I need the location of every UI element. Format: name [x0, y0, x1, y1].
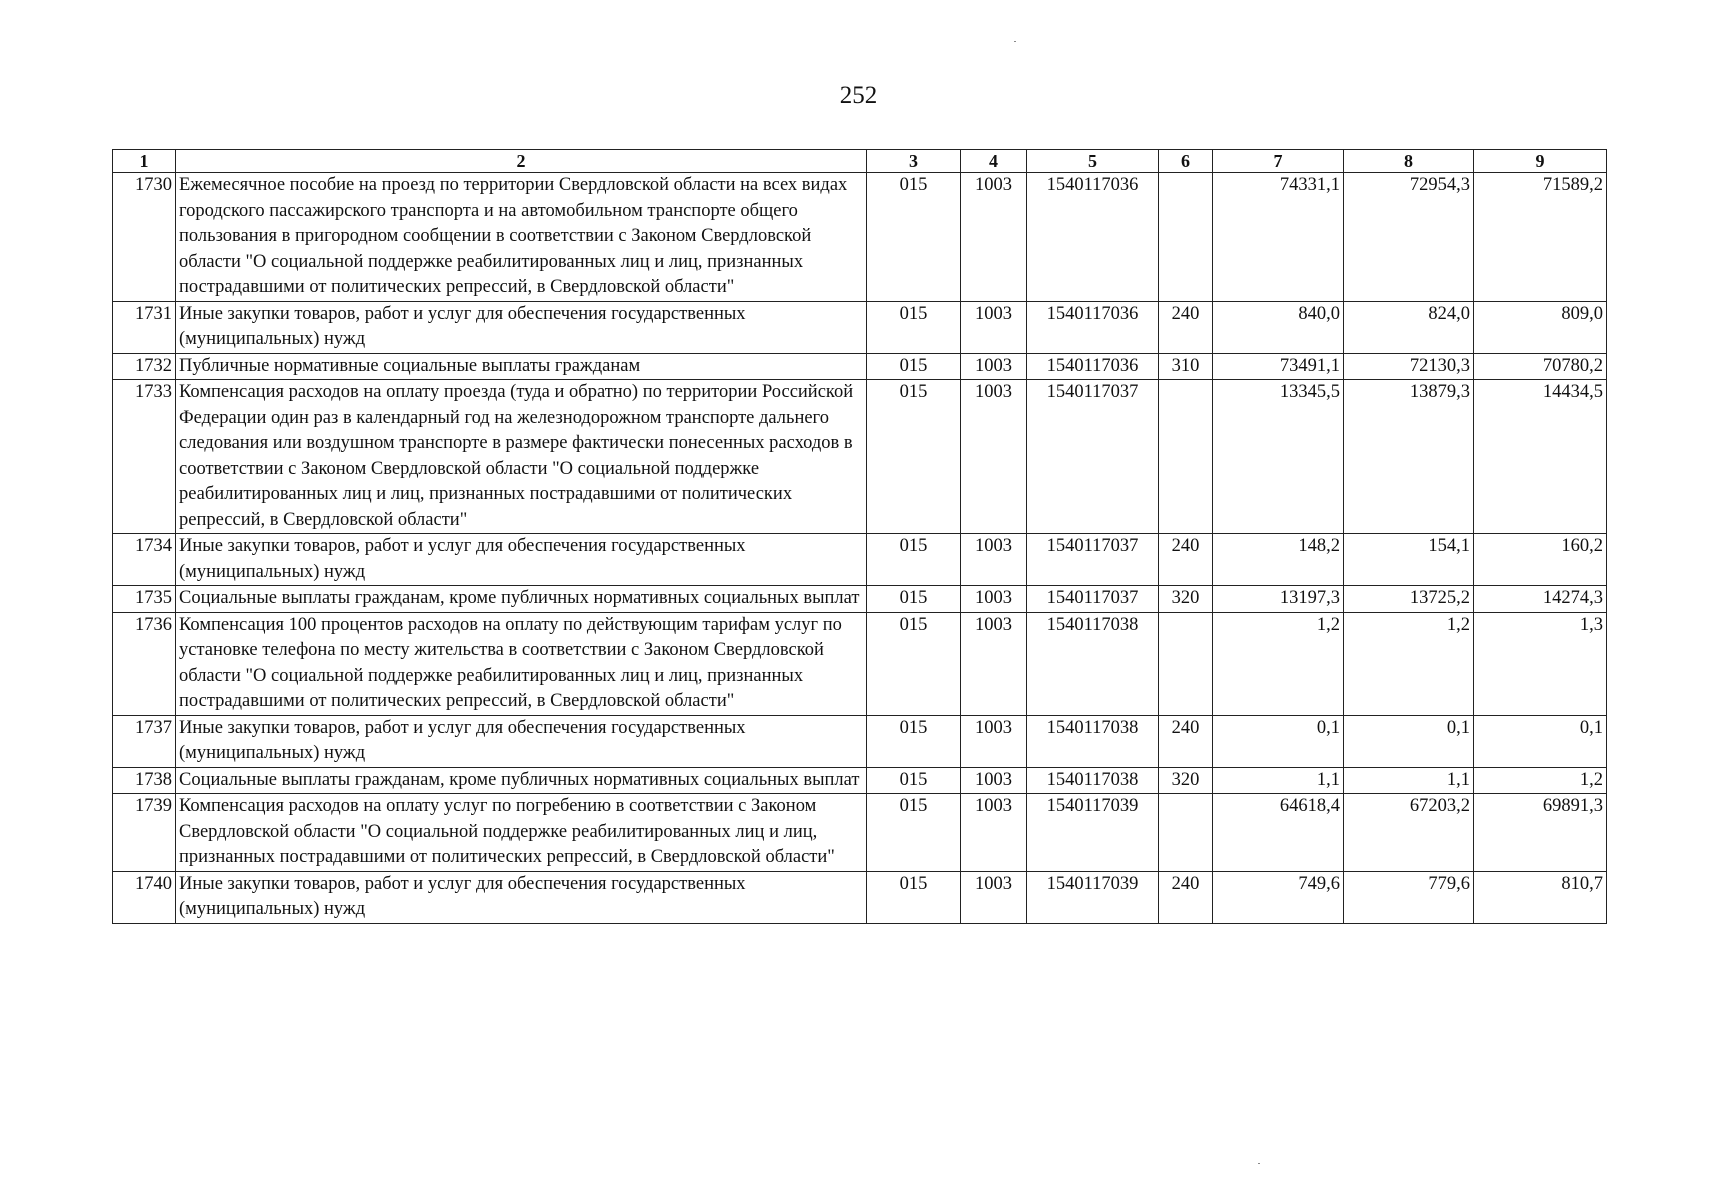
cell-col8: 154,1	[1344, 534, 1474, 586]
cell-col4: 1003	[961, 586, 1027, 613]
cell-col3: 015	[867, 534, 961, 586]
cell-col6: 240	[1159, 534, 1213, 586]
row-description: Иные закупки товаров, работ и услуг для обеспечения государственных (муниципальных) нужд	[176, 715, 867, 767]
row-description: Социальные выплаты гражданам, кроме публичных нормативных социальных выплат	[176, 586, 867, 613]
cell-col8: 779,6	[1344, 871, 1474, 923]
row-number: 1735	[113, 586, 176, 613]
cell-col8: 824,0	[1344, 301, 1474, 353]
row-description: Ежемесячное пособие на проезд по территории Свердловской области на всех видах городского пассажирского транспорта и на автомобильном транспорте общего пользования в пригородном сообщении в соответствии с Законом Свердловской области "О социальной поддержке реабилитированных лиц и лиц, признанных пострадавшими от политических репрессий, в Свердловской области"	[176, 173, 867, 302]
cell-col3: 015	[867, 794, 961, 872]
scan-speck	[1258, 1163, 1260, 1164]
cell-col7: 1,1	[1213, 767, 1344, 794]
cell-col4: 1003	[961, 794, 1027, 872]
row-description: Иные закупки товаров, работ и услуг для обеспечения государственных (муниципальных) нужд	[176, 871, 867, 923]
row-description: Компенсация 100 процентов расходов на оплату по действующим тарифам услуг по установке телефона по месту жительства в соответствии с Законом Свердловской области "О социальной поддержке реабилитированных лиц и лиц, признанных пострадавшими от политических репрессий, в Свердловской области"	[176, 612, 867, 715]
cell-col5: 1540117038	[1027, 767, 1159, 794]
cell-col9: 1,2	[1474, 767, 1607, 794]
header-cell-7: 7	[1213, 150, 1344, 173]
cell-col8: 1,2	[1344, 612, 1474, 715]
cell-col5: 1540117038	[1027, 715, 1159, 767]
header-cell-5: 5	[1027, 150, 1159, 173]
cell-col5: 1540117037	[1027, 586, 1159, 613]
row-description: Публичные нормативные социальные выплаты гражданам	[176, 353, 867, 380]
row-description: Иные закупки товаров, работ и услуг для обеспечения государственных (муниципальных) нужд	[176, 534, 867, 586]
row-number: 1730	[113, 173, 176, 302]
cell-col6: 320	[1159, 767, 1213, 794]
cell-col5: 1540117039	[1027, 871, 1159, 923]
cell-col8: 13879,3	[1344, 380, 1474, 534]
cell-col7: 73491,1	[1213, 353, 1344, 380]
table-row	[113, 871, 1607, 923]
cell-col5: 1540117038	[1027, 612, 1159, 715]
cell-col6: 240	[1159, 871, 1213, 923]
row-number: 1734	[113, 534, 176, 586]
cell-col9: 1,3	[1474, 612, 1607, 715]
table-row	[113, 301, 1607, 353]
cell-col3: 015	[867, 353, 961, 380]
table-row	[113, 534, 1607, 586]
row-number: 1739	[113, 794, 176, 872]
table-header	[113, 150, 1607, 173]
header-cell-3: 3	[867, 150, 961, 173]
cell-col7: 13345,5	[1213, 380, 1344, 534]
cell-col3: 015	[867, 380, 961, 534]
row-description: Компенсация расходов на оплату услуг по погребению в соответствии с Законом Свердловской области "О социальной поддержке реабилитированных лиц и лиц, признанных пострадавшими от политических репрессий, в Свердловской области"	[176, 794, 867, 872]
cell-col6: 240	[1159, 715, 1213, 767]
cell-col6	[1159, 380, 1213, 534]
cell-col3: 015	[867, 715, 961, 767]
table-row	[113, 380, 1607, 534]
table-row	[113, 767, 1607, 794]
cell-col9: 71589,2	[1474, 173, 1607, 302]
cell-col6	[1159, 612, 1213, 715]
row-description: Иные закупки товаров, работ и услуг для обеспечения государственных (муниципальных) нужд	[176, 301, 867, 353]
table-row	[113, 173, 1607, 302]
cell-col4: 1003	[961, 173, 1027, 302]
cell-col4: 1003	[961, 301, 1027, 353]
table-row	[113, 794, 1607, 872]
cell-col3: 015	[867, 173, 961, 302]
cell-col4: 1003	[961, 715, 1027, 767]
cell-col3: 015	[867, 871, 961, 923]
cell-col9: 14434,5	[1474, 380, 1607, 534]
cell-col7: 1,2	[1213, 612, 1344, 715]
cell-col5: 1540117036	[1027, 173, 1159, 302]
row-number: 1738	[113, 767, 176, 794]
row-description: Социальные выплаты гражданам, кроме публичных нормативных социальных выплат	[176, 767, 867, 794]
cell-col9: 69891,3	[1474, 794, 1607, 872]
cell-col3: 015	[867, 767, 961, 794]
cell-col8: 67203,2	[1344, 794, 1474, 872]
cell-col9: 70780,2	[1474, 353, 1607, 380]
budget-table	[112, 149, 1607, 924]
cell-col4: 1003	[961, 612, 1027, 715]
table-body	[113, 173, 1607, 924]
table-row	[113, 612, 1607, 715]
cell-col4: 1003	[961, 871, 1027, 923]
cell-col7: 148,2	[1213, 534, 1344, 586]
header-cell-4: 4	[961, 150, 1027, 173]
cell-col5: 1540117037	[1027, 380, 1159, 534]
row-number: 1733	[113, 380, 176, 534]
row-number: 1732	[113, 353, 176, 380]
cell-col7: 0,1	[1213, 715, 1344, 767]
scan-speck	[1014, 41, 1016, 42]
row-number: 1731	[113, 301, 176, 353]
header-cell-8: 8	[1344, 150, 1474, 173]
header-cell-1: 1	[113, 150, 176, 173]
cell-col5: 1540117036	[1027, 301, 1159, 353]
cell-col6: 240	[1159, 301, 1213, 353]
cell-col3: 015	[867, 612, 961, 715]
cell-col6: 310	[1159, 353, 1213, 380]
cell-col4: 1003	[961, 353, 1027, 380]
cell-col6: 320	[1159, 586, 1213, 613]
cell-col7: 74331,1	[1213, 173, 1344, 302]
cell-col8: 0,1	[1344, 715, 1474, 767]
row-number: 1737	[113, 715, 176, 767]
cell-col7: 840,0	[1213, 301, 1344, 353]
cell-col5: 1540117036	[1027, 353, 1159, 380]
row-number: 1736	[113, 612, 176, 715]
cell-col8: 1,1	[1344, 767, 1474, 794]
table-row	[113, 353, 1607, 380]
cell-col7: 749,6	[1213, 871, 1344, 923]
table-row	[113, 586, 1607, 613]
cell-col7: 13197,3	[1213, 586, 1344, 613]
header-cell-9: 9	[1474, 150, 1607, 173]
cell-col4: 1003	[961, 767, 1027, 794]
cell-col9: 160,2	[1474, 534, 1607, 586]
cell-col3: 015	[867, 586, 961, 613]
row-number: 1740	[113, 871, 176, 923]
cell-col4: 1003	[961, 380, 1027, 534]
cell-col6	[1159, 173, 1213, 302]
cell-col9: 14274,3	[1474, 586, 1607, 613]
cell-col5: 1540117039	[1027, 794, 1159, 872]
cell-col8: 72130,3	[1344, 353, 1474, 380]
cell-col8: 13725,2	[1344, 586, 1474, 613]
table-row	[113, 715, 1607, 767]
cell-col9: 0,1	[1474, 715, 1607, 767]
header-row	[113, 150, 1607, 173]
header-cell-6: 6	[1159, 150, 1213, 173]
cell-col7: 64618,4	[1213, 794, 1344, 872]
header-cell-2: 2	[176, 150, 867, 173]
cell-col8: 72954,3	[1344, 173, 1474, 302]
cell-col6	[1159, 794, 1213, 872]
cell-col4: 1003	[961, 534, 1027, 586]
cell-col5: 1540117037	[1027, 534, 1159, 586]
cell-col9: 810,7	[1474, 871, 1607, 923]
row-description: Компенсация расходов на оплату проезда (туда и обратно) по территории Российской Федерации один раз в календарный год на железнодорожном транспорте дальнего следования или воздушном транспорте в размере фактически понесенных расходов в соответствии с Законом Свердловской области "О социальной поддержке реабилитированных лиц и лиц, признанных пострадавшими от политических репрессий, в Свердловской области"	[176, 380, 867, 534]
cell-col3: 015	[867, 301, 961, 353]
page-number: 252	[839, 82, 878, 109]
cell-col9: 809,0	[1474, 301, 1607, 353]
